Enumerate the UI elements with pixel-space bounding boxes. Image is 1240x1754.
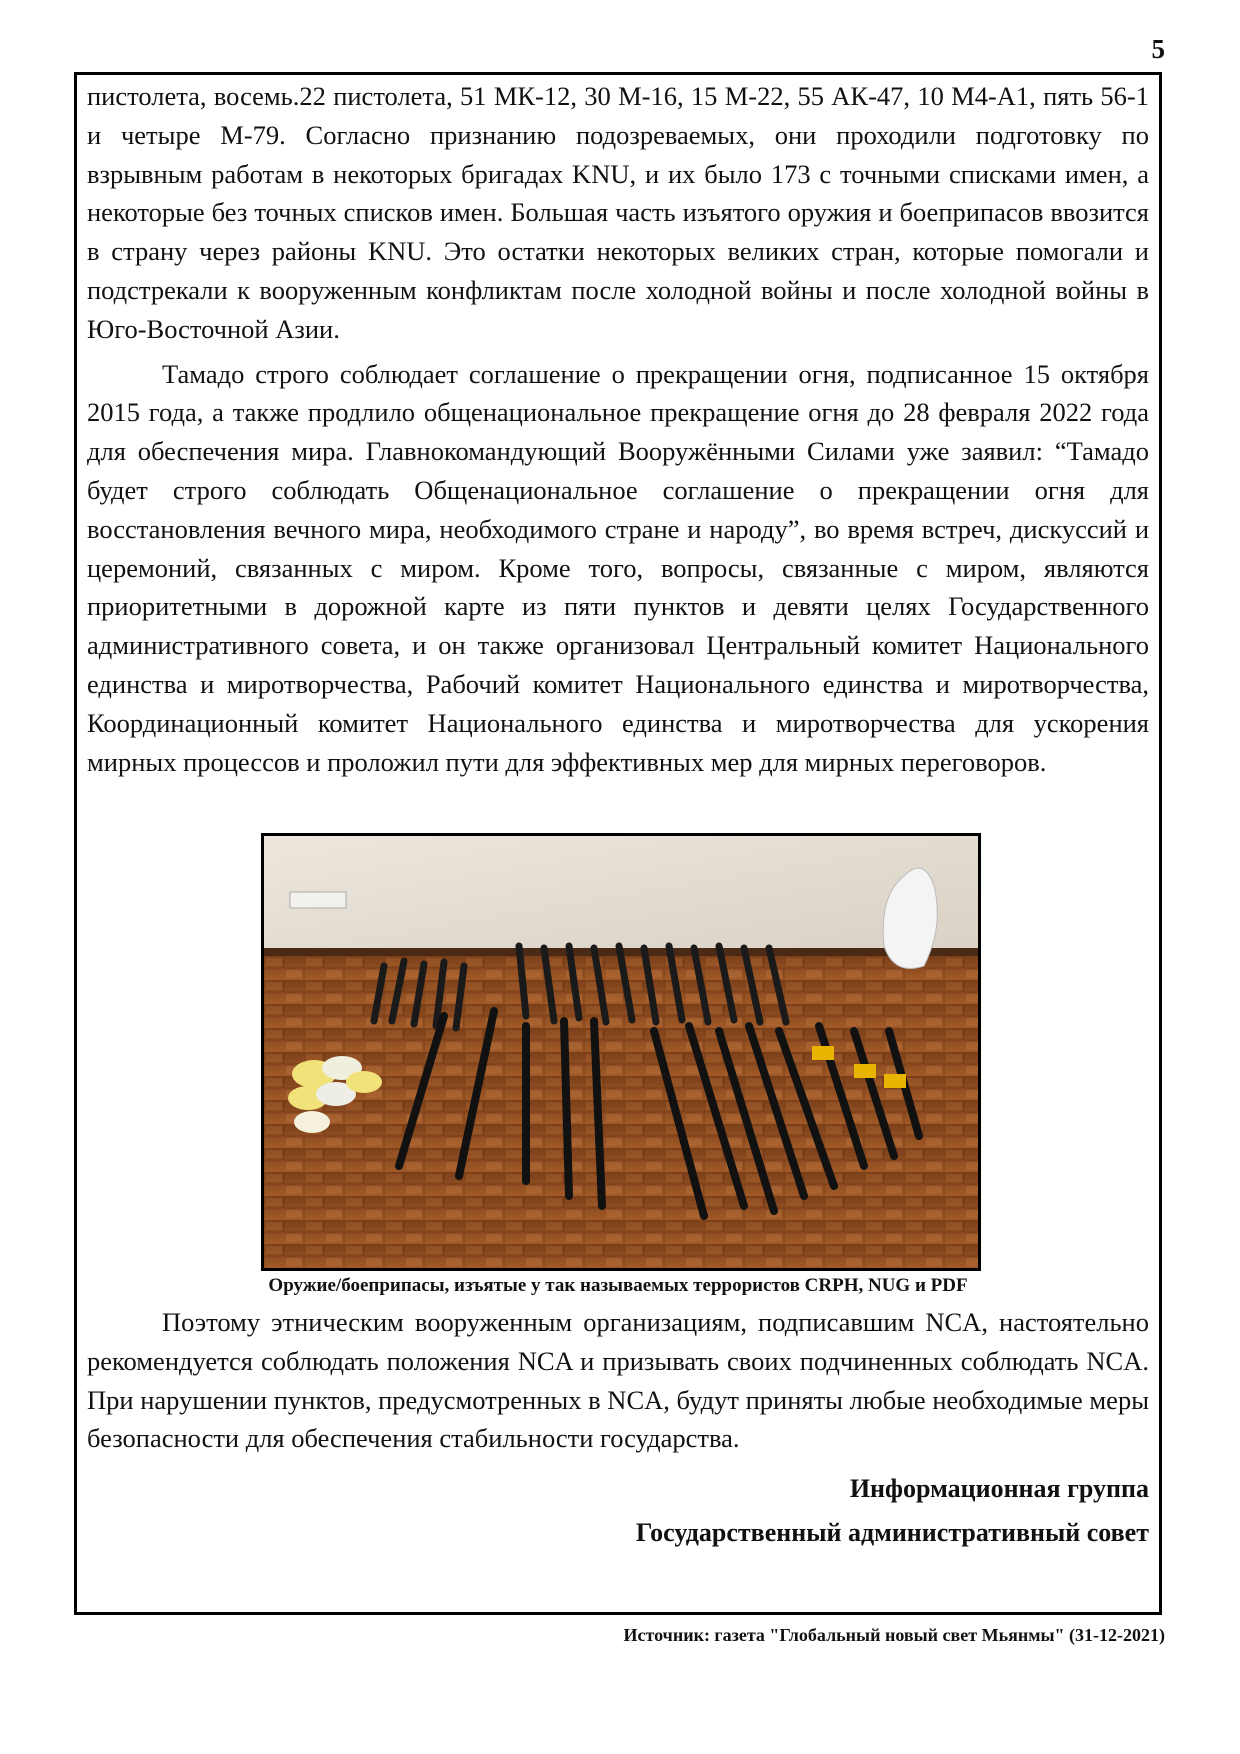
- signature-information-group: Информационная группа: [849, 1474, 1149, 1503]
- article-body: [87, 77, 1149, 781]
- paragraph-2: Тамадо строго соблюдает соглашение о прекращении огня, подписанное 15 октября 2015 года, а также продлило общенациональное прекращение огня до 28 февраля 2022 года для обеспечения мира. Главнокомандующий Вооружёнными Силами уже заявил: “Тамадо будет строго соблюдать Общенациональное соглашение о прекращении огня для восстановления вечного мира, необходимого стране и народу”, во время встреч, дискуссий и церемоний, связанных с миром. Кроме того, вопросы, связанные с миром, являются приоритетными в дорожной карте из пяти пунктов и девяти целях Государственного административного совета, и он также организовал Центральный комитет Национального единства и миротворчества, Рабочий комитет Национального единства и миротворчества, Координационный комитет Национального единства и миротворчества для ускорения мирных процессов и проложил пути для эффективных мер для мирных переговоров.: [87, 358, 1149, 777]
- source-note: Источник: газета "Глобальный новый свет Мьянмы" (31-12-2021): [623, 1625, 1165, 1645]
- seized-weapons-photo: [261, 833, 981, 1271]
- paragraph-1: пистолета, восемь.22 пистолета, 51 МК-12, 30 М-16, 15 М-22, 55 АК-47, 10 М4-А1, пять 56-1 и четыре М-79. Согласно признанию подозреваемых, они проходили подготовку по взрывным работам в некоторых бригадах KNU, и их было 173 с точными списками имен, а некоторые без точных списков имен. Большая часть изъятого оружия и боеприпасов ввозится в страну через районы KNU. Это остатки некоторых великих стран, которые помогали и подстрекали к вооруженным конфликтам после холодной войны и после холодной войны в Юго-Восточной Азии.: [87, 81, 1149, 344]
- signature-state-council: Государственный административный совет: [635, 1518, 1149, 1547]
- photo-caption: Оружие/боеприпасы, изъятые у так называемых террористов CRPH, NUG и PDF: [268, 1275, 968, 1296]
- article-frame: [74, 72, 1162, 1615]
- weapons-photo-image: [264, 836, 978, 1268]
- page-number: 5: [1151, 34, 1165, 64]
- article-body-continued: [87, 1303, 1149, 1458]
- paragraph-3: Поэтому этническим вооруженным организациям, подписавшим NCA, настоятельно рекомендуется соблюдать положения NCA и призывать своих подчиненных соблюдать NCA. При нарушении пунктов, предусмотренных в NCA, будут приняты любые необходимые меры безопасности для обеспечения стабильности государства.: [87, 1307, 1149, 1454]
